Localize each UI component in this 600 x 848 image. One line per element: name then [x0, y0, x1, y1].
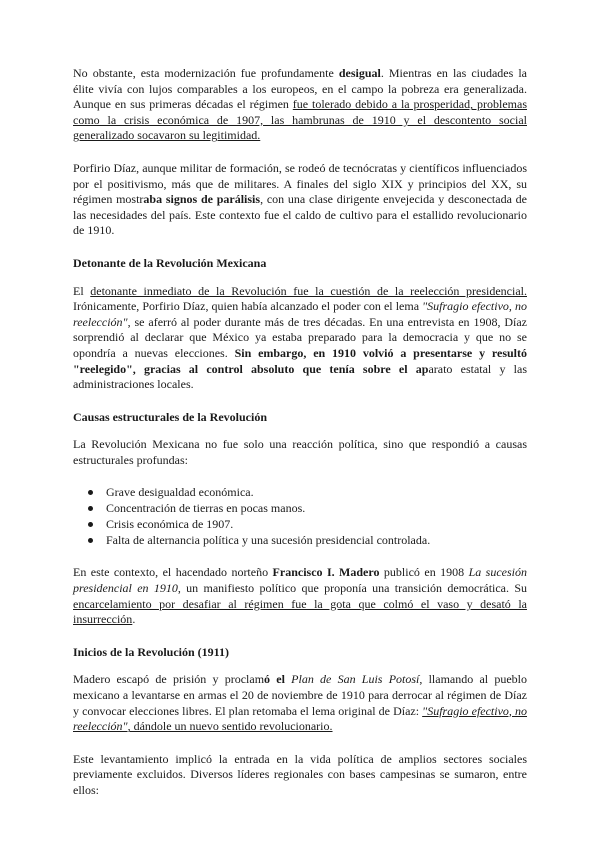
italic-underlined-text: "Sufragio efectivo, no reelección" [73, 703, 528, 734]
list-item: Falta de alternancia política y una sucesión presidencial controlada. [106, 532, 527, 548]
bold-text: Francisco I. Madero [272, 565, 380, 580]
paragraph-madero [73, 565, 527, 627]
text-run: , con una clase dirigente envejecida y desconectada de las necesidades del país. Este contexto fue el caldo de cultivo para el estallido revolucionario de 1910. [73, 192, 527, 238]
paragraph-causas: La Revolución Mexicana no fue solo una reacción política, sino que respondió a causas estructurales profundas: [73, 437, 527, 467]
list-item: Crisis económica de 1907. [106, 516, 527, 532]
text-run: El [73, 283, 91, 298]
bold-text: Sin embargo, en 1910 volvió a presentarse y resultó "reelegido", gracias al control absoluto que tenía sobre el ap [73, 345, 527, 376]
underlined-text: , dándole un nuevo sentido revolucionario. [127, 719, 333, 734]
causes-list [73, 484, 527, 548]
paragraph-plan [73, 672, 527, 734]
list-item: Grave desigualdad económica. [106, 484, 527, 500]
underlined-text: encarcelamiento por desafiar al régimen fue la gota que colmó el vaso y desató la insurrección [73, 596, 527, 627]
heading-inicios: Inicios de la Revolución (1911) [73, 644, 230, 659]
underlined-text: detonante inmediato de la Revolución fue la cuestión de la reelección presidencial. [90, 283, 527, 298]
italic-text: La sucesión presidencial en 1910 [73, 565, 527, 596]
text-run: , se aferró al poder durante más de tres décadas. En una entrevista en 1908, Díaz sorprendió al declarar que México ya estaba preparado para la democracia y que no se opondría a nuevas elecciones. [73, 314, 527, 360]
text-run: . [132, 612, 136, 627]
text-run: En este contexto, el hacendado norteño [73, 565, 273, 580]
text-run: . Mientras en las ciudades la élite vivía con lujos comparables a los europeos, en el campo la pobreza era generalizada. Aunque en sus primeras décadas el régimen [73, 66, 527, 112]
bold-text: desigual [338, 66, 381, 80]
heading-detonante: Detonante de la Revolución Mexicana [73, 255, 267, 270]
paragraph-inequality [73, 66, 527, 144]
bold-text: ó el [264, 672, 285, 687]
text-run: Madero escapó de prisión y proclam [73, 672, 265, 687]
text-run: Irónicamente, Porfirio Díaz, quien había alcanzado el poder con el lema [73, 299, 423, 314]
text-run: , llamando al pueblo mexicano a levantarse en armas el 20 de noviembre de 1910 para derrocar al régimen de Díaz y convocar elecciones libres. El plan retomaba el lema original de Díaz: [73, 672, 528, 718]
paragraph-porfirio [73, 161, 527, 239]
heading-causas: Causas estructurales de la Revolución [73, 409, 267, 424]
paragraph-detonante [73, 284, 527, 393]
text-run: , un manifiesto político que proponía una transición democrática. Su [177, 581, 528, 596]
list-item: Concentración de tierras en pocas manos. [106, 500, 527, 516]
paragraph-levantamiento: Este levantamiento implicó la entrada en la vida política de amplios sectores sociales previamente excluidos. Diversos líderes regionales con bases campesinas se sumaron, entre ellos: [73, 751, 527, 797]
text-run: publicó en 1908 [379, 565, 469, 580]
text-run: arato estatal y las administraciones locales. [73, 361, 527, 392]
text-run: No obstante, esta modernización fue profundamente [73, 66, 339, 80]
text-run: Porfirio Díaz, aunque militar de formación, se rodeó de tecnócratas y científicos influenciados por el positivismo, más que de militares. A finales del siglo XIX y principios del XX, su régimen mostr [73, 160, 527, 207]
italic-text: "Sufragio efectivo, no reelección" [73, 299, 527, 329]
bold-text: aba signos de parálisis [143, 192, 261, 207]
italic-text: Plan de San Luis Potosí [291, 672, 420, 687]
underlined-text: fue tolerado debido a la prosperidad, problemas como la crisis económica de 1907, las hambrunas de 1910 y el descontento social generalizado socavaron su legitimidad. [73, 97, 528, 143]
